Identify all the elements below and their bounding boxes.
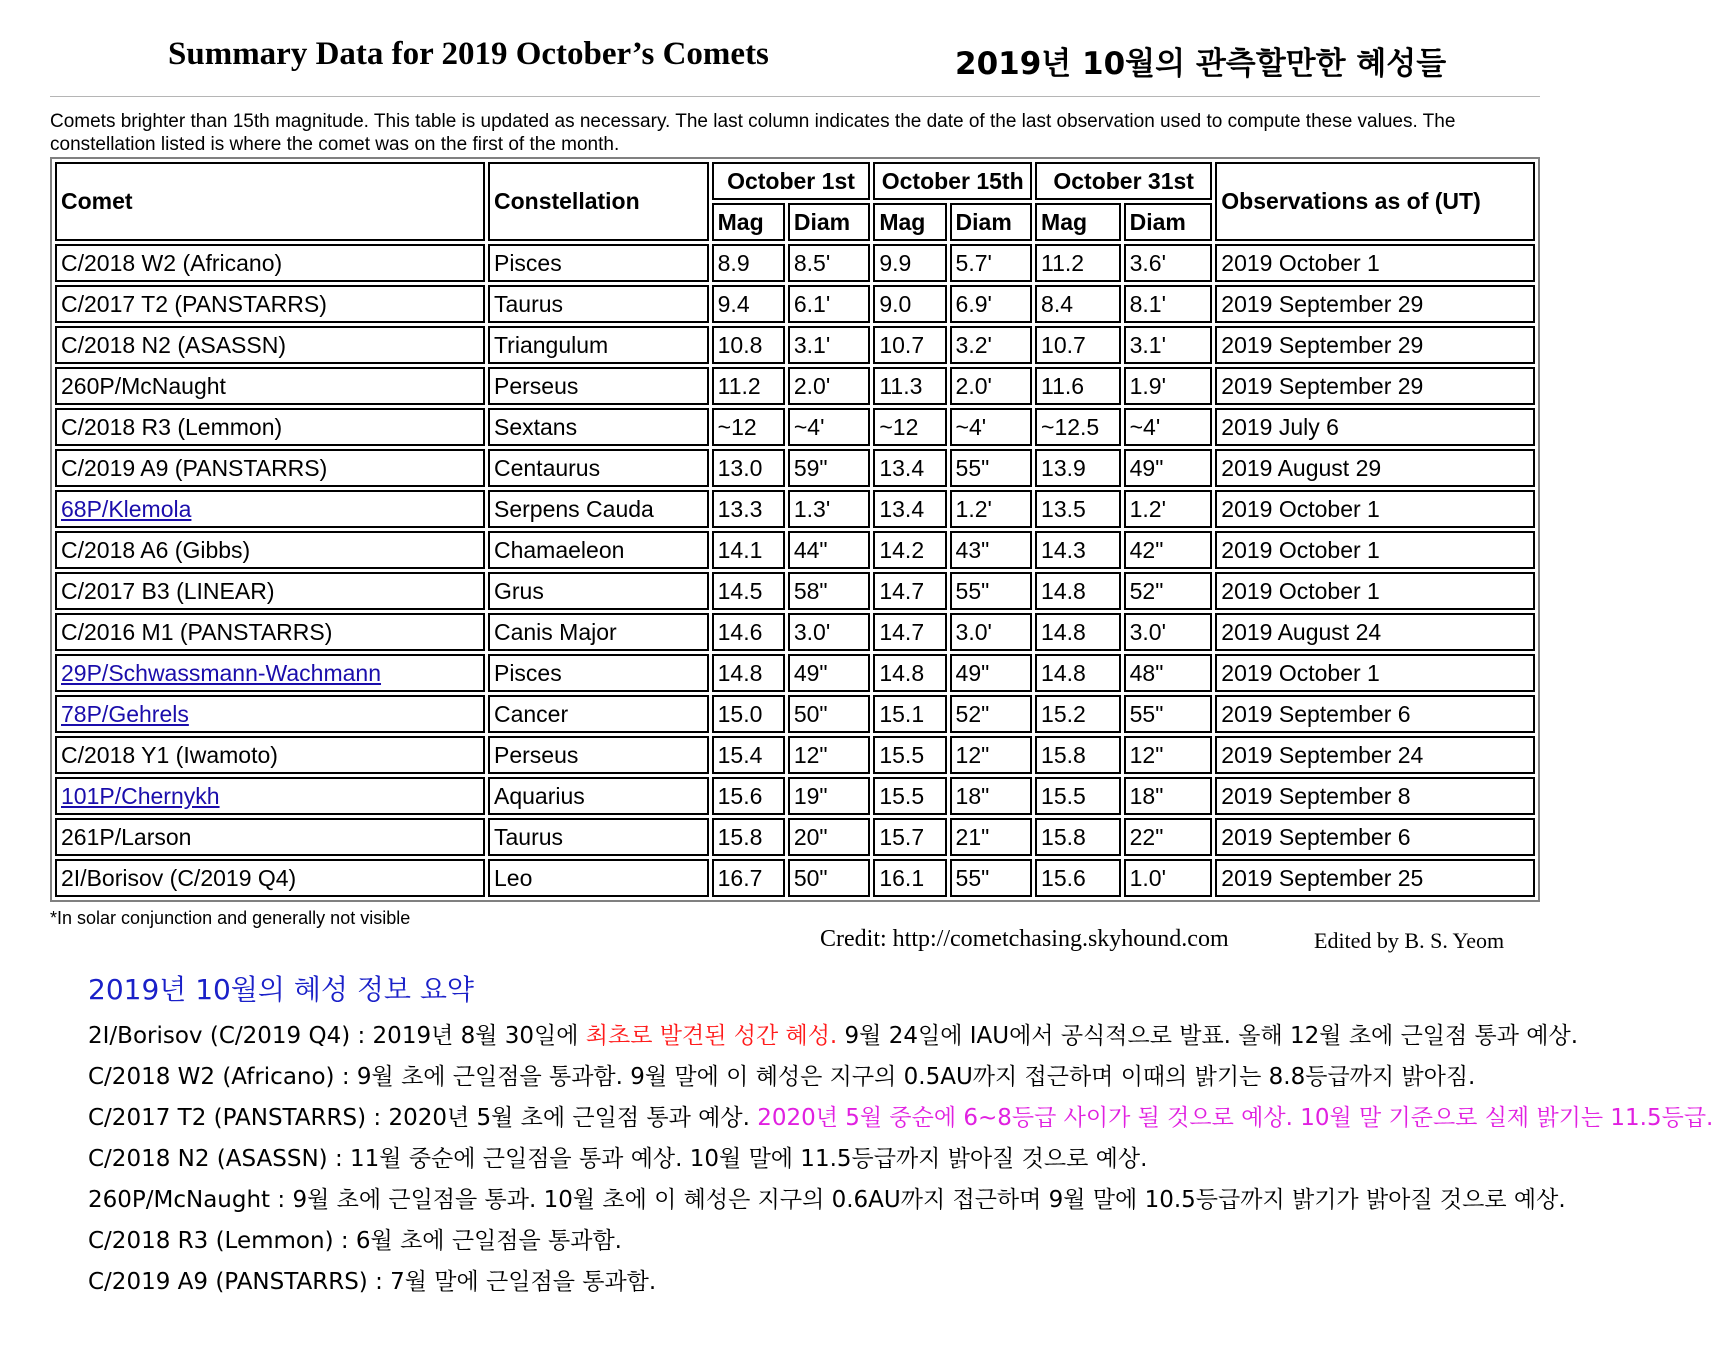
- table-row: [55, 326, 1535, 364]
- header-mag: Mag: [1035, 203, 1121, 241]
- table-row: [55, 408, 1535, 446]
- cell-mag-oct1: 16.7: [712, 859, 785, 897]
- cell-mag-oct31: 11.2: [1035, 244, 1121, 282]
- summary-segment: C/2018 N2 (ASASSN) : 11월 중순에 근일점을 통과 예상. 10월 말에 11.5등급까지 밝아질 것으로 예상.: [88, 1146, 1148, 1172]
- cell-mag-oct15: 15.5: [873, 736, 946, 774]
- cell-diam-oct1: 20": [788, 818, 871, 856]
- cell-mag-oct31: 15.5: [1035, 777, 1121, 815]
- intro-text: Comets brighter than 15th magnitude. This table is updated as necessary. The last column indicates the date of the last observation used to compute these values. The constellation listed is where the comet was on the first of the month.: [50, 111, 1456, 155]
- cell-mag-oct31: 15.8: [1035, 736, 1121, 774]
- cell-diam-oct1: 6.1': [788, 285, 871, 323]
- comet-link[interactable]: 29P/Schwassmann-Wachmann: [61, 659, 382, 686]
- table-row: [55, 490, 1535, 528]
- cell-mag-oct1: 10.8: [712, 326, 785, 364]
- footnote: *In solar conjunction and generally not visible: [50, 908, 411, 928]
- cell-constellation: Canis Major: [488, 613, 709, 651]
- cell-mag-oct15: 11.3: [873, 367, 946, 405]
- cell-diam-oct1: 2.0': [788, 367, 871, 405]
- header-october-15th: October 15th: [873, 162, 1032, 200]
- cell-comet: C/2017 B3 (LINEAR): [55, 572, 485, 610]
- cell-mag-oct1: 14.6: [712, 613, 785, 651]
- cell-comet: C/2018 A6 (Gibbs): [55, 531, 485, 569]
- summary-segment: 2020년 5월 중순에 6~8등급 사이가 될 것으로 예상. 10월 말 기준으로 실제 밝기는 11.5등급.: [757, 1105, 1713, 1131]
- cell-mag-oct1: 13.0: [712, 449, 785, 487]
- table-row: [55, 695, 1535, 733]
- cell-mag-oct1: 14.8: [712, 654, 785, 692]
- cell-constellation: Pisces: [488, 654, 709, 692]
- cell-mag-oct31: 8.4: [1035, 285, 1121, 323]
- cell-mag-oct31: ~12.5: [1035, 408, 1121, 446]
- cell-mag-oct1: 15.0: [712, 695, 785, 733]
- cell-mag-oct15: 13.4: [873, 490, 946, 528]
- table-row: [55, 531, 1535, 569]
- header-comet: Comet: [55, 162, 485, 241]
- cell-diam-oct15: 21": [950, 818, 1032, 856]
- cell-mag-oct15: 14.7: [873, 572, 946, 610]
- cell-mag-oct31: 14.8: [1035, 654, 1121, 692]
- header-diam: Diam: [1124, 203, 1213, 241]
- comet-link[interactable]: 68P/Klemola: [61, 495, 192, 522]
- table-row: [55, 449, 1535, 487]
- table-row: [55, 859, 1535, 897]
- cell-comet[interactable]: [55, 654, 485, 692]
- cell-comet: C/2018 Y1 (Iwamoto): [55, 736, 485, 774]
- summary-segment: 2I/Borisov (C/2019 Q4) : 2019년 8월 30일에: [88, 1023, 586, 1049]
- table-row: [55, 613, 1535, 651]
- cell-diam-oct15: 2.0': [950, 367, 1032, 405]
- cell-mag-oct31: 13.9: [1035, 449, 1121, 487]
- cell-diam-oct1: 19": [788, 777, 871, 815]
- header-mag: Mag: [873, 203, 946, 241]
- cell-mag-oct15: 16.1: [873, 859, 946, 897]
- cell-diam-oct31: 8.1': [1124, 285, 1213, 323]
- cell-mag-oct15: 15.7: [873, 818, 946, 856]
- cell-diam-oct15: 12": [950, 736, 1032, 774]
- cell-mag-oct1: 14.1: [712, 531, 785, 569]
- cell-observation-date: 2019 September 29: [1215, 285, 1535, 323]
- cell-mag-oct31: 14.8: [1035, 613, 1121, 651]
- cell-constellation: Taurus: [488, 818, 709, 856]
- cell-constellation: Taurus: [488, 285, 709, 323]
- cell-mag-oct1: 11.2: [712, 367, 785, 405]
- cell-diam-oct1: 59": [788, 449, 871, 487]
- cell-diam-oct1: 12": [788, 736, 871, 774]
- header-diam: Diam: [950, 203, 1032, 241]
- credit: Credit: http://cometchasing.skyhound.com: [820, 926, 1229, 952]
- cell-diam-oct31: 48": [1124, 654, 1213, 692]
- cell-mag-oct31: 15.8: [1035, 818, 1121, 856]
- table-row: [55, 818, 1535, 856]
- cell-mag-oct1: 15.4: [712, 736, 785, 774]
- cell-constellation: Triangulum: [488, 326, 709, 364]
- header-constellation: Constellation: [488, 162, 709, 241]
- cell-mag-oct1: ~12: [712, 408, 785, 446]
- summary-segment: 260P/McNaught : 9월 초에 근일점을 통과. 10월 초에 이 혜성은 지구의 0.6AU까지 접근하며 9월 말에 10.5등급까지 밝기가 밝아질 것으로 예상.: [88, 1187, 1566, 1213]
- cell-comet: C/2019 A9 (PANSTARRS): [55, 449, 485, 487]
- header-october-31st: October 31st: [1035, 162, 1212, 200]
- cell-observation-date: 2019 September 25: [1215, 859, 1535, 897]
- page-title: Summary Data for 2019 October’s Comets: [168, 36, 769, 72]
- cell-diam-oct15: 6.9': [950, 285, 1032, 323]
- cell-diam-oct15: 3.0': [950, 613, 1032, 651]
- cell-mag-oct15: 14.2: [873, 531, 946, 569]
- cell-constellation: Aquarius: [488, 777, 709, 815]
- table-row: [55, 285, 1535, 323]
- cell-observation-date: 2019 September 24: [1215, 736, 1535, 774]
- cell-diam-oct31: 22": [1124, 818, 1213, 856]
- cell-mag-oct15: 13.4: [873, 449, 946, 487]
- summary-segment: 최초로 발견된 성간 혜성.: [585, 1023, 838, 1049]
- cell-observation-date: 2019 October 1: [1215, 654, 1535, 692]
- cell-constellation: Perseus: [488, 367, 709, 405]
- cell-diam-oct31: 3.6': [1124, 244, 1213, 282]
- cell-diam-oct31: 52": [1124, 572, 1213, 610]
- cell-observation-date: 2019 August 24: [1215, 613, 1535, 651]
- cell-diam-oct15: 3.2': [950, 326, 1032, 364]
- cell-constellation: Serpens Cauda: [488, 490, 709, 528]
- comet-table-body: [55, 244, 1535, 897]
- cell-mag-oct31: 14.8: [1035, 572, 1121, 610]
- cell-constellation: Perseus: [488, 736, 709, 774]
- table-row: [55, 367, 1535, 405]
- comet-table: [50, 157, 1540, 902]
- cell-constellation: Leo: [488, 859, 709, 897]
- cell-comet: C/2018 N2 (ASASSN): [55, 326, 485, 364]
- cell-diam-oct31: 3.1': [1124, 326, 1213, 364]
- cell-diam-oct1: 50": [788, 695, 871, 733]
- cell-constellation: Pisces: [488, 244, 709, 282]
- cell-observation-date: 2019 July 6: [1215, 408, 1535, 446]
- cell-mag-oct15: 9.0: [873, 285, 946, 323]
- horizontal-rule: [50, 96, 1540, 97]
- cell-diam-oct15: 55": [950, 859, 1032, 897]
- cell-diam-oct1: 58": [788, 572, 871, 610]
- cell-mag-oct31: 13.5: [1035, 490, 1121, 528]
- summary-segment: C/2018 W2 (Africano) : 9월 초에 근일점을 통과함. 9월 말에 이 혜성은 지구의 0.5AU까지 접근하며 이때의 밝기는 8.8등급까지 밝아짐.: [88, 1064, 1476, 1090]
- cell-comet: C/2017 T2 (PANSTARRS): [55, 285, 485, 323]
- cell-diam-oct31: 42": [1124, 531, 1213, 569]
- cell-diam-oct1: 50": [788, 859, 871, 897]
- cell-mag-oct1: 14.5: [712, 572, 785, 610]
- summary-title: 2019년 10월의 혜성 정보 요약: [88, 973, 474, 1006]
- cell-diam-oct15: 43": [950, 531, 1032, 569]
- cell-diam-oct1: 8.5': [788, 244, 871, 282]
- cell-comet[interactable]: [55, 777, 485, 815]
- comet-link[interactable]: 101P/Chernykh: [61, 782, 220, 809]
- cell-comet: 261P/Larson: [55, 818, 485, 856]
- cell-diam-oct15: ~4': [950, 408, 1032, 446]
- cell-mag-oct31: 11.6: [1035, 367, 1121, 405]
- cell-diam-oct15: 55": [950, 572, 1032, 610]
- cell-mag-oct15: 15.1: [873, 695, 946, 733]
- summary-line: [88, 1182, 1578, 1223]
- cell-constellation: Cancer: [488, 695, 709, 733]
- cell-comet: C/2016 M1 (PANSTARRS): [55, 613, 485, 651]
- cell-mag-oct31: 15.2: [1035, 695, 1121, 733]
- header-diam: Diam: [788, 203, 871, 241]
- summary-list: [88, 1018, 1713, 1305]
- cell-mag-oct1: 8.9: [712, 244, 785, 282]
- summary-line: [88, 1059, 1578, 1100]
- cell-mag-oct1: 15.6: [712, 777, 785, 815]
- summary-segment: C/2018 R3 (Lemmon) : 6월 초에 근일점을 통과함.: [88, 1228, 622, 1254]
- summary-segment: 9월 24일에 IAU에서 공식적으로 발표. 올해 12월 초에 근일점 통과 예상.: [837, 1023, 1579, 1049]
- summary-line: [88, 1264, 1578, 1305]
- cell-observation-date: 2019 August 29: [1215, 449, 1535, 487]
- cell-mag-oct1: 13.3: [712, 490, 785, 528]
- page-title-korean: 2019년 10월의 관측할만한 혜성들: [955, 46, 1447, 82]
- cell-diam-oct31: 12": [1124, 736, 1213, 774]
- cell-observation-date: 2019 September 8: [1215, 777, 1535, 815]
- summary-segment: C/2017 T2 (PANSTARRS) : 2020년 5월 초에 근일점 통과 예상.: [88, 1105, 758, 1131]
- cell-diam-oct31: 1.2': [1124, 490, 1213, 528]
- cell-diam-oct1: ~4': [788, 408, 871, 446]
- cell-mag-oct15: 15.5: [873, 777, 946, 815]
- cell-diam-oct15: 18": [950, 777, 1032, 815]
- cell-diam-oct1: 3.0': [788, 613, 871, 651]
- cell-diam-oct31: ~4': [1124, 408, 1213, 446]
- cell-constellation: Chamaeleon: [488, 531, 709, 569]
- cell-diam-oct31: 1.9': [1124, 367, 1213, 405]
- edited-by: Edited by B. S. Yeom: [1314, 928, 1505, 953]
- cell-mag-oct15: 9.9: [873, 244, 946, 282]
- cell-mag-oct15: 14.7: [873, 613, 946, 651]
- cell-mag-oct31: 14.3: [1035, 531, 1121, 569]
- summary-line: [88, 1018, 1578, 1059]
- cell-diam-oct1: 44": [788, 531, 871, 569]
- cell-diam-oct15: 5.7': [950, 244, 1032, 282]
- cell-comet[interactable]: [55, 490, 485, 528]
- cell-observation-date: 2019 October 1: [1215, 244, 1535, 282]
- cell-observation-date: 2019 October 1: [1215, 490, 1535, 528]
- cell-mag-oct15: 10.7: [873, 326, 946, 364]
- cell-diam-oct15: 55": [950, 449, 1032, 487]
- comet-link[interactable]: 78P/Gehrels: [61, 700, 189, 727]
- cell-observation-date: 2019 October 1: [1215, 531, 1535, 569]
- summary-segment: C/2019 A9 (PANSTARRS) : 7월 말에 근일점을 통과함.: [88, 1269, 657, 1295]
- cell-observation-date: 2019 September 6: [1215, 695, 1535, 733]
- cell-comet: C/2018 W2 (Africano): [55, 244, 485, 282]
- cell-mag-oct1: 15.8: [712, 818, 785, 856]
- cell-diam-oct31: 1.0': [1124, 859, 1213, 897]
- cell-diam-oct31: 55": [1124, 695, 1213, 733]
- cell-diam-oct1: 3.1': [788, 326, 871, 364]
- table-row: [55, 572, 1535, 610]
- table-row: [55, 654, 1535, 692]
- cell-observation-date: 2019 October 1: [1215, 572, 1535, 610]
- cell-constellation: Centaurus: [488, 449, 709, 487]
- table-row: [55, 736, 1535, 774]
- cell-comet: 2I/Borisov (C/2019 Q4): [55, 859, 485, 897]
- table-row: [55, 777, 1535, 815]
- cell-observation-date: 2019 September 29: [1215, 326, 1535, 364]
- cell-comet: 260P/McNaught: [55, 367, 485, 405]
- cell-observation-date: 2019 September 6: [1215, 818, 1535, 856]
- cell-diam-oct31: 3.0': [1124, 613, 1213, 651]
- cell-comet: C/2018 R3 (Lemmon): [55, 408, 485, 446]
- cell-diam-oct1: 49": [788, 654, 871, 692]
- cell-diam-oct15: 1.2': [950, 490, 1032, 528]
- cell-diam-oct1: 1.3': [788, 490, 871, 528]
- table-row: [55, 244, 1535, 282]
- cell-mag-oct1: 9.4: [712, 285, 785, 323]
- cell-diam-oct31: 18": [1124, 777, 1213, 815]
- cell-mag-oct31: 15.6: [1035, 859, 1121, 897]
- cell-diam-oct15: 52": [950, 695, 1032, 733]
- cell-observation-date: 2019 September 29: [1215, 367, 1535, 405]
- header-mag: Mag: [712, 203, 785, 241]
- header-observations: Observations as of (UT): [1215, 162, 1535, 241]
- summary-line: [88, 1100, 1713, 1141]
- header-october-1st: October 1st: [712, 162, 871, 200]
- cell-mag-oct15: ~12: [873, 408, 946, 446]
- summary-line: [88, 1141, 1578, 1182]
- cell-constellation: Sextans: [488, 408, 709, 446]
- cell-constellation: Grus: [488, 572, 709, 610]
- cell-diam-oct31: 49": [1124, 449, 1213, 487]
- cell-mag-oct31: 10.7: [1035, 326, 1121, 364]
- summary-line: [88, 1223, 1578, 1264]
- cell-comet[interactable]: [55, 695, 485, 733]
- cell-diam-oct15: 49": [950, 654, 1032, 692]
- cell-mag-oct15: 14.8: [873, 654, 946, 692]
